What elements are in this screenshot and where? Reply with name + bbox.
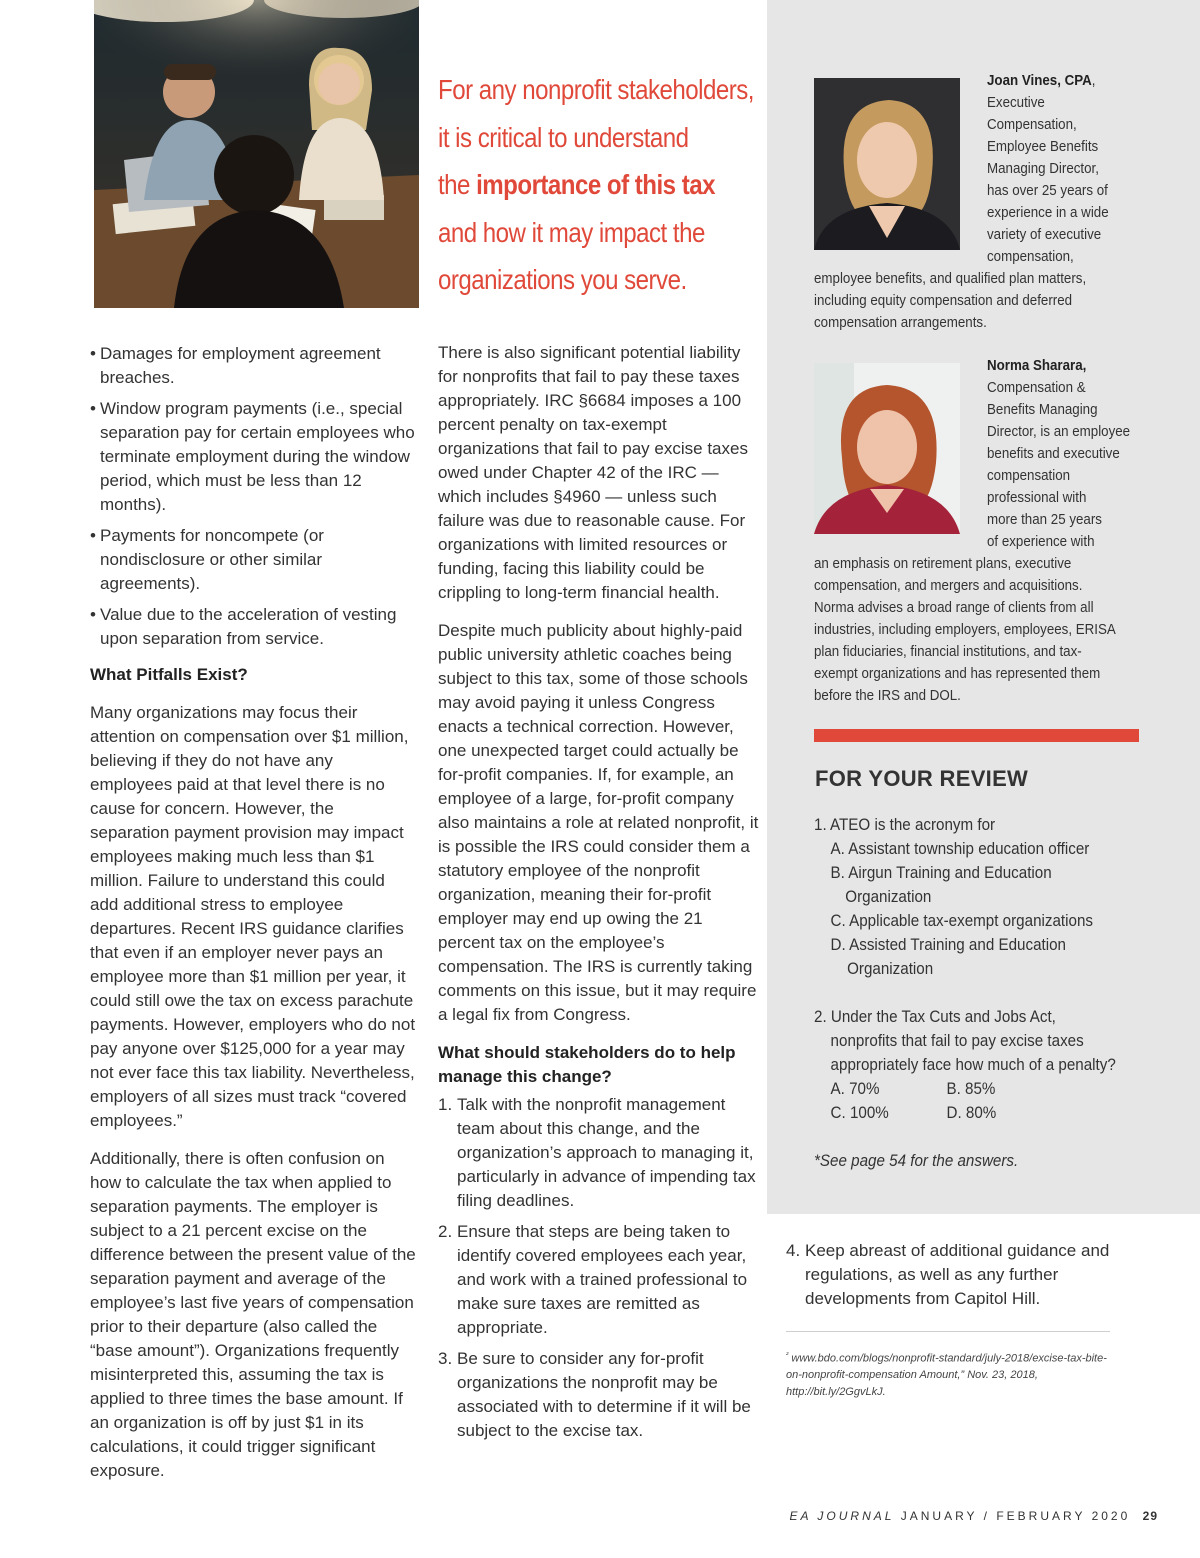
bullet-text: Damages for employment agreement breaches. xyxy=(100,344,381,387)
bio-joan-right: Joan Vines, CPA, Executive Compensation, Employee Benefits Managing Director, has over 25 years of experience in a wide variety of executive compensation, xyxy=(987,70,1109,268)
bio-line: variety of executive xyxy=(987,227,1102,243)
list-number: 2. xyxy=(438,1222,453,1241)
body-paragraph: Despite much publicity about highly-paid public university athletic coaches being subject to this tax, some of those schools may avoid paying it unless Congress enacts a technical correction. However, one unexpected target could actually be for-profit companies. If, for example, an employee of a large, for-profit company also maintains a role at related nonprofit, it is possible the IRS could consider them a statutory employee of the nonprofit organization, meaning their for-profit employer may end up owing the 21 percent tax on the employee’s compensation. The IRS is currently taking comments on this issue, but it may require a legal fix from Congress. xyxy=(438,621,759,1024)
section-heading: What should stakeholders do to help manage this change? xyxy=(438,1043,736,1086)
answer-row xyxy=(814,1077,1127,1101)
bio-norma-full xyxy=(814,553,1116,707)
bio-line: more than 25 years xyxy=(987,512,1102,528)
bio-line: employee benefits, and qualified plan matters, xyxy=(814,271,1087,287)
bio-line: Compensation & xyxy=(987,380,1086,396)
question-stem: nonprofits that fail to pay excise taxes xyxy=(830,1032,1084,1050)
answer-option-cont: Organization xyxy=(847,960,934,978)
bio-line: benefits and executive xyxy=(987,446,1120,462)
answer-option: C. 100% xyxy=(830,1104,889,1122)
bullet-item xyxy=(90,342,416,390)
author-photo-norma xyxy=(814,363,960,534)
bio-line: Executive xyxy=(987,95,1045,111)
answer-option: B. 85% xyxy=(946,1080,996,1098)
bio-line: compensation, and mergers and acquisitions. xyxy=(814,578,1083,594)
pull-quote-line: organizations you serve. xyxy=(438,264,687,295)
answer-option: D. 80% xyxy=(946,1104,997,1122)
review-title: FOR YOUR REVIEW xyxy=(815,766,1029,791)
body-paragraph: Many organizations may focus their attention on compensation over $1 million, believing if they do not have any employees paid at that level there is no cause for concern. However, the separation payment provision may impact employees making much less than $1 million. Failure to understand this could add additional stress to employee departures. Recent IRS guidance clarifies that even if an employer never pays an employee more than $1 million per year, it could still owe the tax on excess parachute payments. However, employers who do not pay anyone over $125,000 for a year may not ever face this tax liability. Nevertheless, employers of all sizes must track “covered employees.” xyxy=(90,703,416,1130)
bullet-text: Window program payments (i.e., special separation pay for certain employees who terminate employment during the window period, which must be less than 12 months). xyxy=(100,399,415,514)
bullet-item xyxy=(90,603,416,651)
list-text: Ensure that steps are being taken to identify covered employees each year, and work with a trained professional to make sure taxes are remitted as appropriate. xyxy=(457,1222,748,1337)
question-stem: appropriately face how much of a penalty? xyxy=(830,1056,1116,1074)
bio-joan-full xyxy=(814,268,1086,334)
answer-row xyxy=(814,1101,1127,1125)
pull-quote-line: For any nonprofit stakeholders, xyxy=(438,74,754,105)
page-footer xyxy=(790,1509,1158,1523)
article-column-2 xyxy=(438,341,764,1450)
answer-option: A. Assistant township education officer xyxy=(830,840,1090,858)
answer-option: A. 70% xyxy=(830,1080,880,1098)
bio-line: compensation arrangements. xyxy=(814,315,987,331)
bio-line: including equity compensation and deferred xyxy=(814,293,1073,309)
list-text: Talk with the nonprofit management team about this change, and the organization’s approach to managing it, particularly in advance of impending tax filing deadlines. xyxy=(457,1095,756,1210)
pull-quote-emphasis: importance of this tax xyxy=(476,169,715,200)
bio-line: professional with xyxy=(987,490,1087,506)
footnote xyxy=(786,1348,1116,1400)
bio-name: Joan Vines, CPA xyxy=(987,73,1092,89)
bio-line: Director, is an employee xyxy=(987,424,1131,440)
bio-line: industries, including employers, employees, ERISA xyxy=(814,622,1116,638)
bullet-item xyxy=(90,524,416,596)
bullet-text: Value due to the acceleration of vesting upon separation from service. xyxy=(100,605,397,648)
bio-line: Norma advises a broad range of clients from all xyxy=(814,600,1094,616)
list-number: 4. xyxy=(786,1241,801,1260)
list-text: Be sure to consider any for-profit organizations the nonprofit may be associated with to determine if it will be subject to the excise tax. xyxy=(457,1349,751,1440)
bio-line: plan fiduciaries, financial institutions, and tax- xyxy=(814,644,1082,660)
bio-line: Employee Benefits xyxy=(987,139,1099,155)
quiz-question-2 xyxy=(814,1005,1127,1125)
list-item xyxy=(438,1220,764,1340)
answer-option: B. Airgun Training and Education xyxy=(830,864,1052,882)
bio-name: Norma Sharara, xyxy=(987,358,1087,374)
article-column-1 xyxy=(90,342,416,1497)
bio-line: compensation, xyxy=(987,249,1074,265)
bio-norma-right xyxy=(987,355,1130,553)
bullet-text: Payments for noncompete (or nondisclosure or other similar agreements). xyxy=(100,526,324,593)
body-paragraph: There is also significant potential liability for nonprofits that fail to pay these taxes appropriately. IRC §6684 imposes a 100 percent penalty on tax-exempt organizations that fail to pay excise taxes owed under Chapter 42 of the IRC — which includes §4960 — unless such failure was due to reasonable cause. For organizations with limited resources or funding, facing this liability could be crippling to long-term financial health. xyxy=(438,343,748,602)
list-number: 1. xyxy=(438,1095,453,1114)
answer-option-cont: Organization xyxy=(845,888,932,906)
footnote-divider xyxy=(786,1331,1110,1332)
bio-line: before the IRS and DOL. xyxy=(814,688,961,704)
pull-quote-line: and how it may impact the xyxy=(438,216,705,248)
bullet-dot: • xyxy=(90,605,96,624)
footnote-mark: ² xyxy=(786,1352,789,1359)
question-stem: 1. ATEO is the acronym for xyxy=(814,816,996,834)
list-item xyxy=(438,1347,764,1443)
bio-line: Managing Director, xyxy=(987,161,1099,177)
bio-line: has over 25 years of xyxy=(987,183,1108,199)
body-paragraph: Additionally, there is often confusion on how to calculate the tax when applied to separation payments. The employer is subject to a 21 percent excise on the difference between the present value of the separation payment and average of the employee’s last five years of compensation prior to their departure (also called the “base amount”). Organizations frequently misinterpreted this, assuming the tax is applied to three times the base amount. If an organization is off by just $1 in its calculations, it could trigger significant exposure. xyxy=(90,1149,416,1480)
list-item-4 xyxy=(786,1239,1116,1311)
quiz-question-1 xyxy=(814,813,1127,981)
bio-line: Compensation, xyxy=(987,117,1077,133)
question-stem: 2. Under the Tax Cuts and Jobs Act, xyxy=(814,1008,1056,1026)
list-item xyxy=(438,1093,764,1213)
pull-quote-text: the xyxy=(438,169,477,200)
bio-line: compensation xyxy=(987,468,1071,484)
meeting-photo xyxy=(94,0,419,308)
bullet-dot: • xyxy=(90,399,96,418)
bio-line: experience in a wide xyxy=(987,205,1109,221)
review-quiz xyxy=(814,813,1127,1173)
footnote-text: www.bdo.com/blogs/nonprofit-standard/july-2018/excise-tax-bite-on-nonprofit-compensation Amount,” Nov. 23, 2018, http://bit.ly/2GgvLkJ. xyxy=(786,1352,1107,1398)
list-text: Keep abreast of additional guidance and regulations, as well as any further developments from Capitol Hill. xyxy=(805,1241,1110,1308)
bullet-item xyxy=(90,397,416,517)
answer-option: D. Assisted Training and Education xyxy=(830,936,1066,954)
review-accent-bar xyxy=(814,729,1139,742)
bullet-dot: • xyxy=(90,526,96,545)
issue-date: JANUARY / FEBRUARY 2020 xyxy=(900,1509,1131,1523)
section-heading: What Pitfalls Exist? xyxy=(90,665,248,684)
answers-note: *See page 54 for the answers. xyxy=(814,1152,1019,1170)
bio-line: of experience with xyxy=(987,534,1095,550)
answer-option: C. Applicable tax-exempt organizations xyxy=(830,912,1093,930)
action-list xyxy=(438,1093,764,1443)
pull-quote-line xyxy=(438,161,713,209)
journal-name: EA JOURNAL xyxy=(789,1509,895,1523)
bio-line: an emphasis on retirement plans, executive xyxy=(814,556,1072,572)
page-number: 29 xyxy=(1142,1509,1158,1523)
pull-quote-line: it is critical to understand xyxy=(438,121,689,153)
bio-line: exempt organizations and has represented them xyxy=(814,666,1101,682)
pull-quote xyxy=(438,66,754,304)
bullet-dot: • xyxy=(90,344,96,363)
bio-line: Benefits Managing xyxy=(987,402,1098,418)
author-photo-joan xyxy=(814,78,960,250)
list-number: 3. xyxy=(438,1349,453,1368)
